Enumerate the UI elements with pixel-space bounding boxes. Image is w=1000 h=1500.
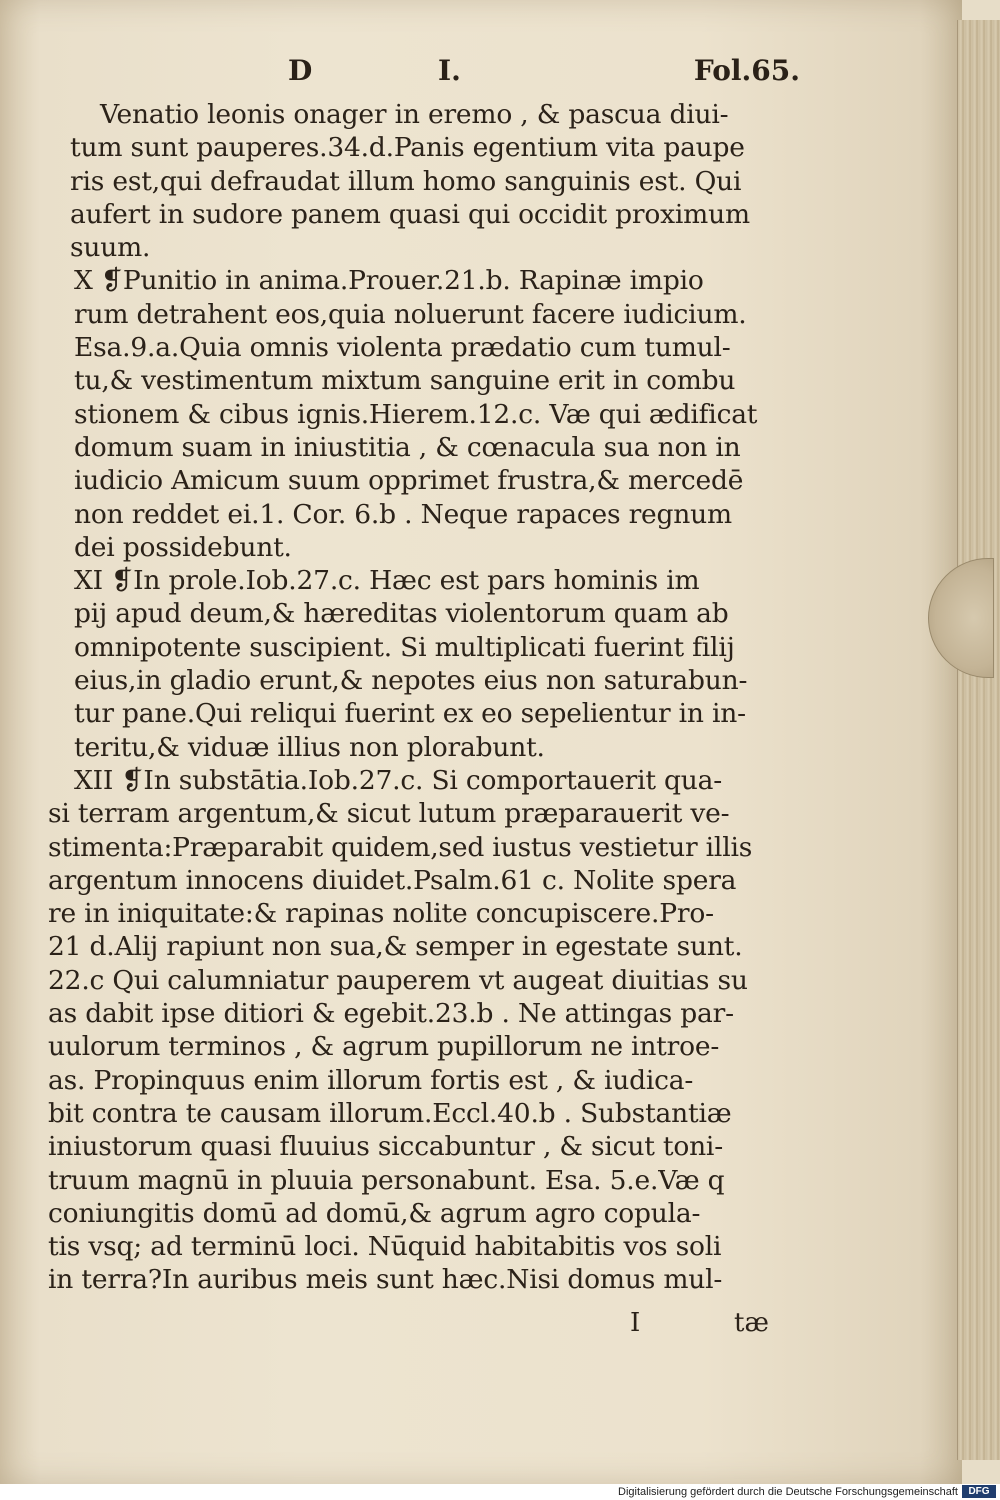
text-line: stimenta:Præparabit quidem,sed iustus vestietur illis bbox=[48, 831, 753, 863]
running-header bbox=[80, 54, 800, 94]
funding-credit: Digitalisierung gefördert durch die Deutsche Forschungsgemeinschaft bbox=[618, 1486, 958, 1498]
text-line: iniustorum quasi fluuius siccabuntur , & sicut toni- bbox=[48, 1131, 723, 1163]
text-line: tum sunt pauperes.34.d.Panis egentium vita paupe bbox=[70, 132, 745, 164]
text-line: bit contra te causam illorum.Eccl.40.b . Substantiæ bbox=[48, 1097, 732, 1129]
text-line: eius,in gladio erunt,& nepotes eius non saturabun- bbox=[74, 665, 748, 697]
text-line: 21 d.Alij rapiunt non sua,& semper in egestate sunt. bbox=[48, 931, 743, 963]
page-edges bbox=[957, 20, 1000, 1460]
text-line: in terra?In auribus meis sunt hæc.Nisi domus mul- bbox=[48, 1264, 723, 1296]
text-line: rum detrahent eos,quia noluerunt facere iudicium. bbox=[74, 298, 747, 330]
text-line: aufert in sudore panem quasi qui occidit proximum bbox=[70, 198, 750, 230]
text-line: ris est,qui defraudat illum homo sanguinis est. Qui bbox=[70, 165, 742, 197]
text-line: re in iniquitate:& rapinas nolite concupiscere.Pro- bbox=[48, 898, 714, 930]
text-line: X ❡Punitio in anima.Prouer.21.b. Rapinæ impio bbox=[74, 265, 704, 297]
text-line: stionem & cibus ignis.Hierem.12.c. Væ qui ædificat bbox=[74, 398, 758, 430]
header-number: I. bbox=[438, 54, 461, 87]
text-line: XI ❡In prole.Iob.27.c. Hæc est pars hominis im bbox=[74, 565, 700, 597]
text-line: si terram argentum,& sicut lutum præparauerit ve- bbox=[48, 798, 730, 830]
text-line: non reddet ei.1. Cor. 6.b . Neque rapaces regnum bbox=[74, 498, 732, 530]
catchword: tæ bbox=[734, 1308, 769, 1338]
body-text bbox=[48, 98, 818, 1297]
text-line: teritu,& viduæ illius non plorabunt. bbox=[74, 731, 545, 763]
text-line: dei possidebunt. bbox=[74, 531, 292, 563]
text-line: domum suam in iniustitia , & cœnacula sua non in bbox=[74, 431, 741, 463]
text-line: iudicio Amicum suum opprimet frustra,& mercedē bbox=[74, 465, 744, 497]
text-line: tur pane.Qui reliqui fuerint ex eo sepelientur in in- bbox=[74, 698, 746, 730]
text-line: 22.c Qui calumniatur pauperem vt augeat diuitias su bbox=[48, 964, 748, 996]
text-line: argentum innocens diuidet.Psalm.61 c. Nolite spera bbox=[48, 864, 737, 896]
text-line: tu,& vestimentum mixtum sanguine erit in combu bbox=[74, 365, 736, 397]
text-line: Venatio leonis onager in eremo , & pascua diui- bbox=[100, 99, 729, 130]
text-line: omnipotente suscipient. Si multiplicati fuerint filij bbox=[74, 631, 735, 663]
text-line: uulorum terminos , & agrum pupillorum ne introe- bbox=[48, 1031, 720, 1063]
header-signature: D bbox=[288, 54, 313, 87]
text-line: tis vsq; ad terminū loci. Nūquid habitabitis vos soli bbox=[48, 1231, 722, 1263]
text-line: XII ❡In substātia.Iob.27.c. Si comportauerit qua- bbox=[74, 764, 723, 796]
text-line: truum magnū in pluuia personabunt. Esa. 5.e.Væ q bbox=[48, 1164, 725, 1196]
folio-number: Fol.65. bbox=[693, 54, 800, 87]
text-line: pij apud deum,& hæreditas violentorum quam ab bbox=[74, 598, 729, 630]
signature-mark: I bbox=[630, 1308, 641, 1338]
digitization-footer bbox=[0, 1484, 1000, 1500]
catchword-line bbox=[630, 1308, 770, 1344]
text-line: as dabit ipse ditiori & egebit.23.b . Ne attingas par- bbox=[48, 998, 734, 1030]
text-line: Esa.9.a.Quia omnis violenta prædatio cum tumul- bbox=[74, 332, 731, 364]
text-line: suum. bbox=[70, 232, 151, 264]
text-line: as. Propinquus enim illorum fortis est , & iudica- bbox=[48, 1064, 694, 1096]
text-line: coniungitis domū ad domū,& agrum agro copula- bbox=[48, 1197, 701, 1229]
dfg-logo-icon: DFG bbox=[962, 1485, 996, 1498]
